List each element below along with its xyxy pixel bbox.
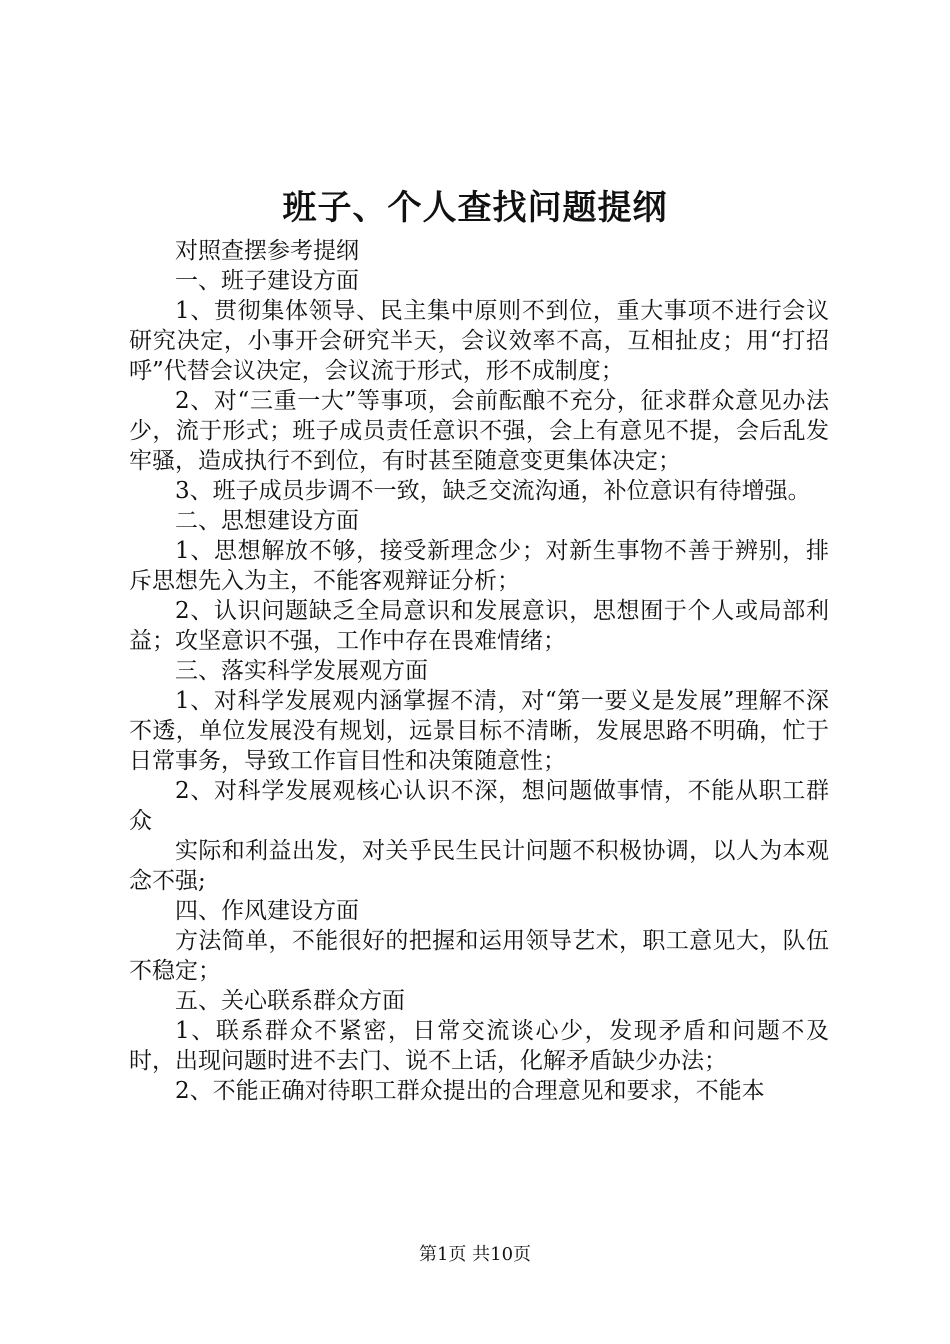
paragraph: 1、贯彻集体领导、民主集中原则不到位，重大事项不进行会议研究决定，小事开会研究半天，会议效率不高，互相扯皮；用“打招呼”代替会议决定，会议流于形式，形不成制度； (129, 298, 829, 384)
paragraph: 3、班子成员步调不一致，缺乏交流沟通，补位意识有待增强。 (175, 478, 811, 504)
paragraph: 2、对科学发展观核心认识不深，想问题做事情，不能从职工群众 (129, 778, 829, 834)
section-heading-4: 四、作风建设方面 (175, 898, 359, 924)
paragraph: 2、认识问题缺乏全局意识和发展意识，思想囿于个人或局部利益；攻坚意识不强，工作中存在畏难情绪； (129, 598, 829, 654)
section-heading-3: 三、落实科学发展观方面 (175, 658, 428, 684)
paragraph: 1、对科学发展观内涵掌握不清，对“第一要义是发展”理解不深不透，单位发展没有规划，远景目标不清晰，发展思路不明确，忙于日常事务，导致工作盲目性和决策随意性； (129, 688, 829, 774)
document-title: 班子、个人查找问题提纲 (282, 188, 668, 228)
paragraph: 2、对“三重一大”等事项，会前酝酿不充分，征求群众意见办法少，流于形式；班子成员责任意识不强，会上有意见不提，会后乱发牢骚，造成执行不到位，有时甚至随意变更集体决定； (129, 388, 829, 474)
document-body (129, 236, 829, 1106)
paragraph: 实际和利益出发，对关乎民生民计问题不积极协调，以人为本观念不强; (129, 838, 829, 894)
section-heading-5: 五、关心联系群众方面 (175, 988, 405, 1014)
paragraph: 1、联系群众不紧密，日常交流谈心少，发现矛盾和问题不及时，出现问题时进不去门、说不上话，化解矛盾缺少办法； (129, 1018, 829, 1074)
paragraph-intro: 对照查摆参考提纲 (175, 238, 359, 264)
section-heading-2: 二、思想建设方面 (175, 508, 359, 534)
paragraph: 方法简单，不能很好的把握和运用领导艺术，职工意见大，队伍不稳定； (129, 928, 829, 984)
paragraph: 2、不能正确对待职工群众提出的合理意见和要求，不能本 (175, 1078, 765, 1104)
page-number-footer: 第1页 共10页 (418, 1244, 532, 1265)
paragraph: 1、思想解放不够，接受新理念少；对新生事物不善于辨别，排斥思想先入为主，不能客观辩证分析； (129, 538, 829, 594)
section-heading-1: 一、班子建设方面 (175, 268, 359, 294)
